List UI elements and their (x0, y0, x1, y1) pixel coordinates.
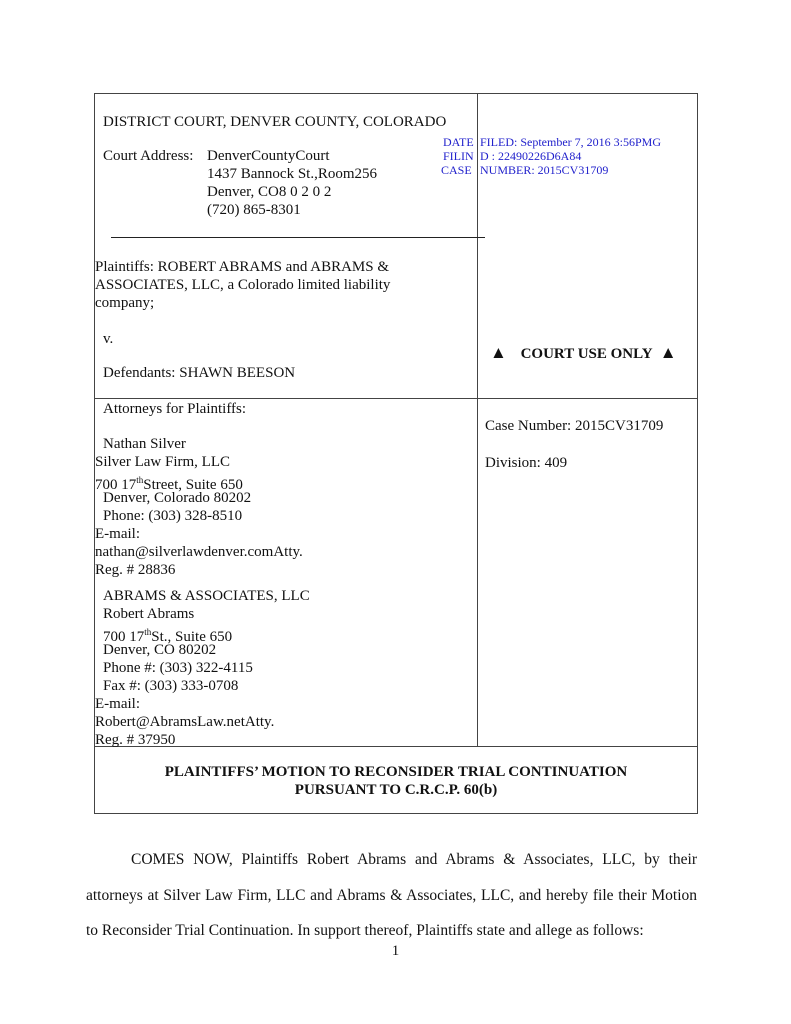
attorney1-email-label: E-mail: (95, 526, 140, 542)
attorney2-firm: ABRAMS & ASSOCIATES, LLC (103, 588, 310, 604)
versus: v. (103, 331, 114, 347)
attorney2-email-label: E-mail: (95, 696, 140, 712)
court-use-only-label (490, 343, 677, 363)
filing-stamp-case-number: NUMBER: 2015CV31709 (480, 163, 609, 177)
caption-vertical-divider (477, 94, 478, 746)
caption-divider-attorneys (95, 398, 697, 399)
attorney1-phone: Phone: (303) 328-8510 (103, 508, 243, 524)
triangle-up-icon: ▲ (490, 343, 507, 362)
filing-stamp-date-prefix: DATE (443, 135, 474, 149)
page-number: 1 (391, 943, 400, 959)
court-use-only-text: COURT USE ONLY (520, 346, 653, 362)
court-address-line3: Denver, CO8 0 2 0 2 (207, 184, 332, 200)
body-line1: COMES NOW, Plaintiffs Robert Abrams and Abrams & Associates, LLC, by their (131, 851, 697, 868)
filing-stamp-date: FILED: September 7, 2016 3:56PMG (480, 135, 661, 149)
plaintiffs-line1: Plaintiffs: ROBERT ABRAMS and ABRAMS & (95, 259, 390, 275)
attorney2-name: Robert Abrams (103, 606, 195, 622)
attorney1-name: Nathan Silver (103, 436, 186, 452)
caption-divider-title (95, 746, 697, 747)
division: Division: 409 (485, 455, 568, 471)
attorney2-street: 700 17thSt., Suite 650 (103, 627, 233, 645)
filing-stamp-case-prefix: CASE (441, 163, 472, 177)
plaintiffs-line2: ASSOCIATES, LLC, a Colorado limited liability (95, 277, 391, 293)
attorney2-email: Robert@AbramsLaw.netAtty. (95, 714, 275, 730)
attorney1-reg: Reg. # 28836 (95, 562, 176, 578)
court-address-label: Court Address: (103, 148, 194, 164)
attorney2-fax: Fax #: (303) 333-0708 (103, 678, 239, 694)
court-phone: (720) 865-8301 (207, 202, 301, 218)
plaintiffs-line3: company; (95, 295, 155, 311)
defendants: Defendants: SHAWN BEESON (103, 365, 296, 381)
motion-title-line1: PLAINTIFFS’ MOTION TO RECONSIDER TRIAL CONTINUATION (164, 764, 628, 780)
triangle-up-icon: ▲ (659, 343, 677, 362)
attorneys-heading: Attorneys for Plaintiffs: (103, 401, 247, 417)
attorney1-street: 700 17thStreet, Suite 650 (95, 475, 243, 493)
case-number: Case Number: 2015CV31709 (485, 418, 664, 434)
motion-title-line2: PURSUANT TO C.R.C.P. 60(b) (294, 782, 498, 798)
case-caption-box (94, 93, 698, 814)
attorney2-reg: Reg. # 37950 (95, 732, 176, 748)
court-address-line2: 1437 Bannock St.,Room256 (207, 166, 378, 182)
attorney1-firm: Silver Law Firm, LLC (95, 454, 230, 470)
attorney2-city: Denver, CO 80202 (103, 642, 217, 658)
court-name: DISTRICT COURT, DENVER COUNTY, COLORADO (103, 114, 447, 130)
attorney1-email: nathan@silverlawdenver.comAtty. (95, 544, 303, 560)
court-address-line1: DenverCountyCourt (207, 148, 330, 164)
attorney2-phone: Phone #: (303) 322-4115 (103, 660, 253, 676)
filing-stamp-id: D : 22490226D6A84 (480, 149, 582, 163)
filing-stamp-id-prefix: FILIN (443, 149, 474, 163)
body-line3: to Reconsider Trial Continuation. In support thereof, Plaintiffs state and allege as follows: (86, 922, 644, 939)
attorney1-city: Denver, Colorado 80202 (103, 490, 252, 506)
body-line2: attorneys at Silver Law Firm, LLC and Abrams & Associates, LLC, and hereby file their Motion (86, 887, 697, 904)
court-address-underline (111, 237, 485, 238)
